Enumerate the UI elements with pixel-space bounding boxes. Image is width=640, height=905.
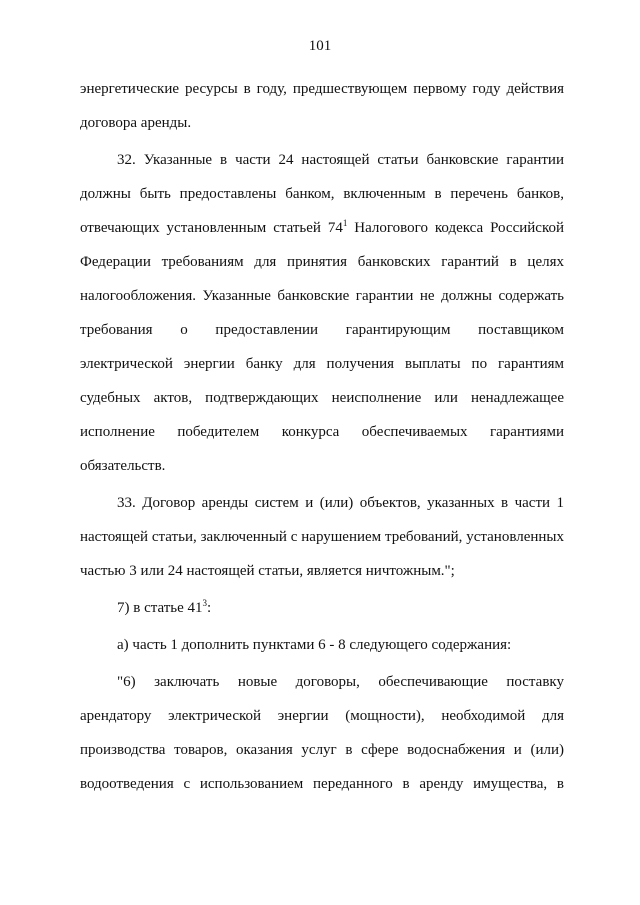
text-line: судебных актов, подтверждающих неисполнение или ненадлежащее bbox=[80, 390, 564, 406]
text-line: должны быть предоставлены банком, включенным в перечень банков, bbox=[80, 186, 564, 202]
text-line: обязательств. bbox=[80, 458, 166, 474]
text-fragment: : bbox=[207, 600, 212, 616]
text-line bbox=[80, 211, 564, 245]
text-line: налогообложения. Указанные банковские гарантии не должны содержать bbox=[80, 288, 564, 304]
text-line: водоотведения с использованием переданного в аренду имущества, в bbox=[80, 776, 564, 792]
text-line: требования о предоставлении гарантирующим поставщиком bbox=[80, 322, 564, 338]
text-line: энергетические ресурсы в году, предшествующем первому году действия bbox=[80, 81, 564, 97]
text-line: электрической энергии банку для получения выплаты по гарантиям bbox=[80, 356, 564, 372]
text-line: исполнение победителем конкурса обеспечиваемых гарантиями bbox=[80, 424, 564, 440]
text-line: частью 3 или 24 настоящей статьи, является ничтожным."; bbox=[80, 563, 455, 579]
item-7-line bbox=[80, 591, 564, 625]
page-number: 101 bbox=[308, 38, 332, 54]
superscript: 1 bbox=[342, 218, 348, 228]
text-fragment: Налогового кодекса Российской bbox=[347, 220, 564, 236]
text-fragment: 7) в статье 41 bbox=[117, 600, 203, 616]
superscript: 3 bbox=[202, 598, 208, 608]
clause-6-first-line: "6) заключать новые договоры, обеспечивающие поставку bbox=[117, 674, 564, 690]
text-line: арендатору электрической энергии (мощности), необходимой для bbox=[80, 708, 564, 724]
text-line: Федерации требованиям для принятия банковских гарантий в целях bbox=[80, 254, 564, 270]
text-line: производства товаров, оказания услуг в сфере водоснабжения и (или) bbox=[80, 742, 564, 758]
paragraph-33-first-line: 33. Договор аренды систем и (или) объектов, указанных в части 1 bbox=[117, 495, 564, 511]
subitem-a-line: а) часть 1 дополнить пунктами 6 - 8 следующего содержания: bbox=[117, 637, 512, 653]
text-line: настоящей статьи, заключенный с нарушением требований, установленных bbox=[80, 529, 564, 545]
paragraph-32-first-line: 32. Указанные в части 24 настоящей статьи банковские гарантии bbox=[117, 152, 564, 168]
text-fragment: отвечающих установленным статьей 74 bbox=[80, 220, 343, 236]
document-body bbox=[80, 72, 564, 801]
text-line: договора аренды. bbox=[80, 115, 192, 131]
